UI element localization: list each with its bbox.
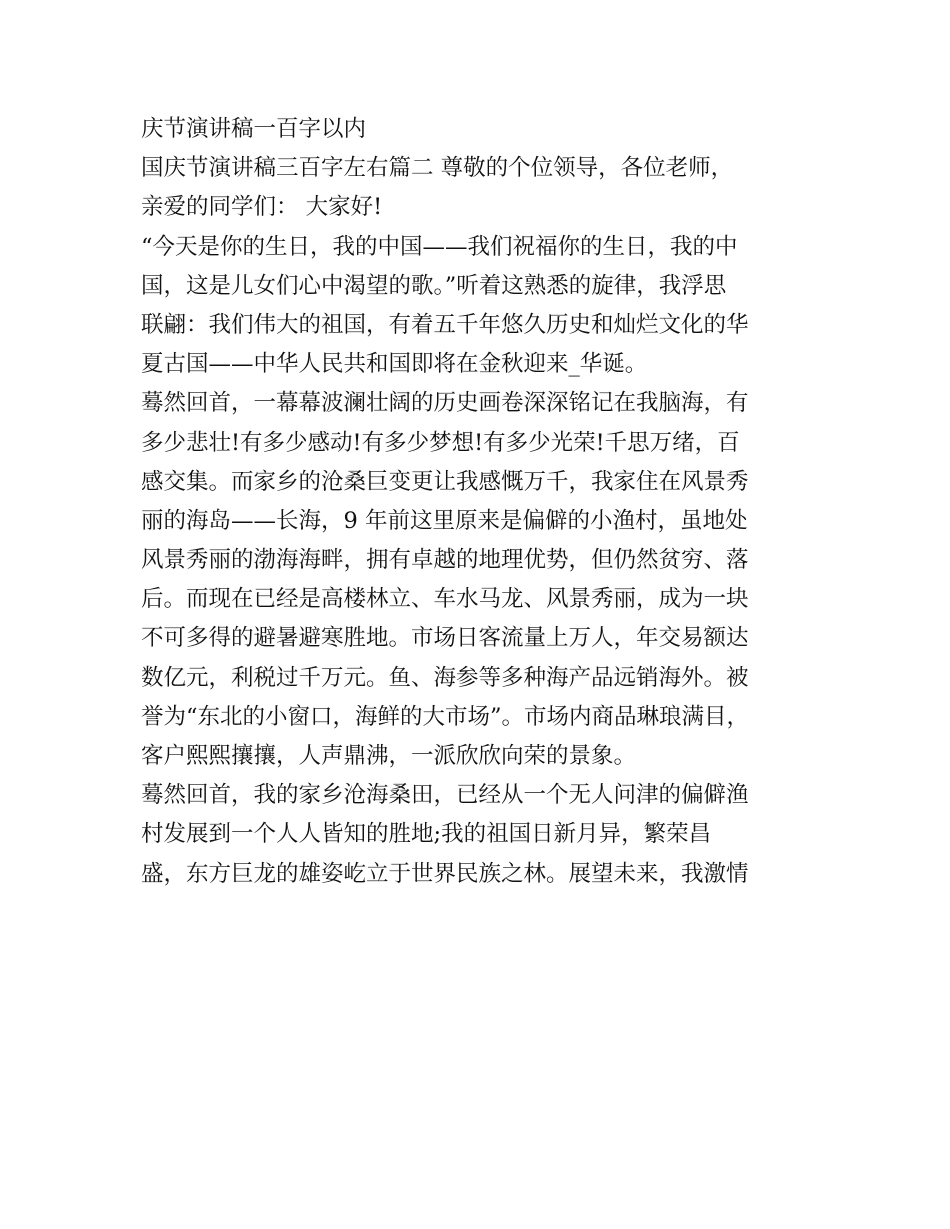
document-line: 客户熙熙攘攘，人声鼎沸，一派欣欣向荣的景象。: [141, 743, 637, 769]
document-line: 不可多得的避暑避寒胜地。市场日客流量上万人，年交易额达: [141, 625, 749, 652]
document-line: 数亿元，利税过千万元。鱼、海参等多种海产品远销海外。被: [141, 664, 749, 691]
document-line: 蓦然回首，一幕幕波澜壮阔的历史画卷深深铭记在我脑海，有: [141, 390, 749, 417]
document-line: 多少悲壮!有多少感动!有多少梦想!有多少光荣!千思万绪，百: [141, 429, 740, 456]
document-line: 蓦然回首，我的家乡沧海桑田，已经从一个无人问津的偏僻渔: [141, 782, 749, 809]
document-line: 国，这是儿女们心中渴望的歌。”听着这熟悉的旋律，我浮思: [141, 272, 727, 299]
document-line: 村发展到一个人人皆知的胜地;我的祖国日新月异，繁荣昌: [141, 821, 712, 848]
document-line: 盛，东方巨龙的雄姿屹立于世界民族之林。展望未来，我激情: [141, 860, 749, 887]
document-line: 庆节演讲稿一百字以内: [141, 116, 367, 142]
document-line: 誉为“东北的小窗口，海鲜的大市场”。市场内商品琳琅满目，: [141, 703, 750, 730]
document-line: 感交集。而家乡的沧桑巨变更让我感慨万千，我家住在风景秀: [141, 468, 749, 495]
document-line: “今天是你的生日，我的中国——我们祝福你的生日，我的中: [141, 233, 738, 260]
document-line: 夏古国——中华人民共和国即将在金秋迎来_华诞。: [141, 351, 648, 378]
document-line: 国庆节演讲稿三百字左右篇二 尊敬的个位领导，各位老师，: [141, 155, 734, 182]
document-line: 风景秀丽的渤海海畔，拥有卓越的地理优势，但仍然贫穷、落: [141, 547, 749, 574]
document-line: 亲爱的同学们： 大家好!: [141, 194, 383, 221]
document-line: 后。而现在已经是高楼林立、车水马龙、风景秀丽，成为一块: [141, 586, 749, 613]
document-body: [141, 110, 821, 894]
document-line: 丽的海岛——长海，9 年前这里原来是偏僻的小渔村，虽地处: [141, 507, 748, 534]
document-line: 联翩：我们伟大的祖国，有着五千年悠久历史和灿烂文化的华: [141, 311, 749, 338]
